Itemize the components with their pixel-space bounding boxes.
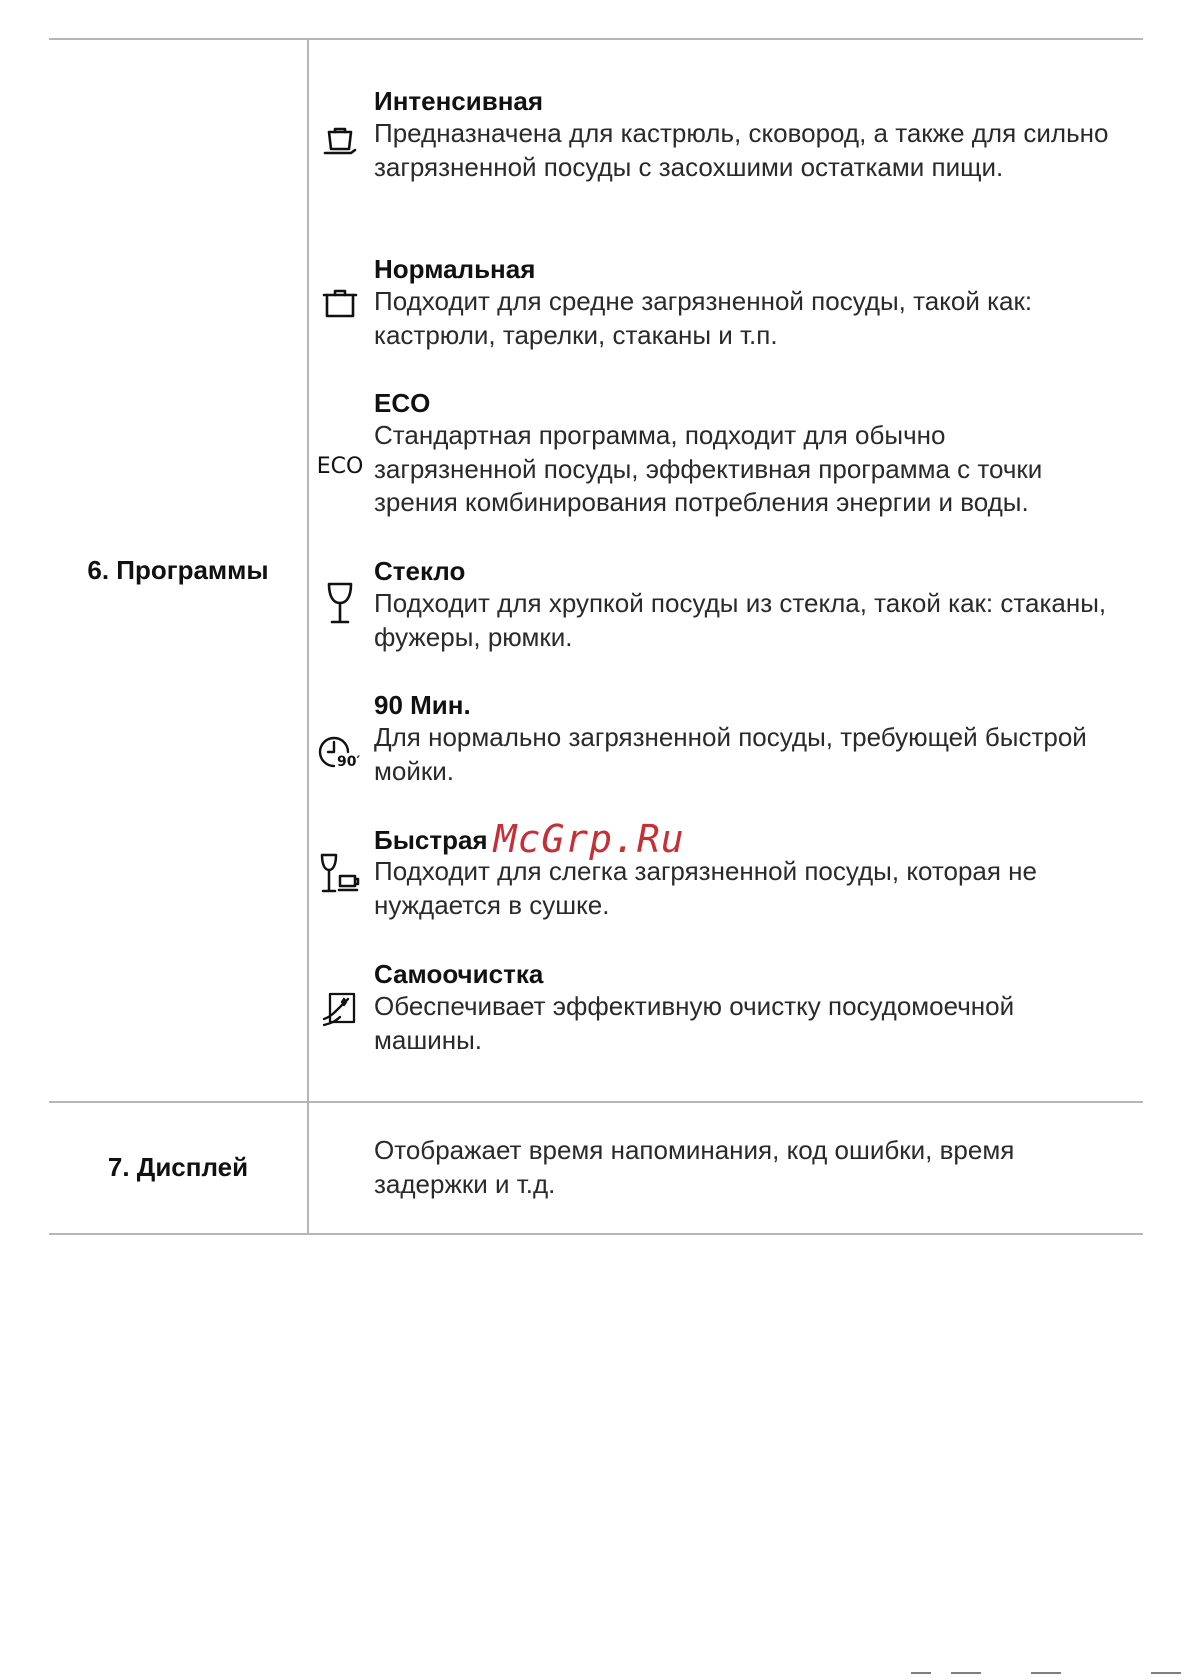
clock-90-icon	[318, 730, 366, 774]
display-description: Отображает время напоминания, код ошибки, время задержки и т.д.	[374, 1135, 1015, 1199]
program-description: Стандартная программа, подходит для обычно загрязненной посуды, эффективная программа с точки зрения комбинирования потребления энергии и воды.	[374, 420, 1043, 517]
clock-90-icon-text: 90′	[337, 754, 361, 770]
program-quick	[318, 817, 1118, 952]
crop-marks	[891, 1671, 1191, 1679]
program-eco	[318, 386, 1118, 516]
program-title: Стекло	[374, 556, 466, 586]
wine-glass-icon	[318, 581, 362, 625]
program-title: Нормальная	[374, 254, 536, 284]
program-title: Самоочистка	[374, 959, 544, 989]
program-description: Подходит для слегка загрязненной посуды, которая не нуждается в сушке.	[374, 856, 1037, 920]
program-title: ECO	[374, 388, 431, 418]
program-normal	[318, 252, 1118, 382]
program-glass	[318, 554, 1118, 684]
column-divider-programs	[307, 39, 309, 1102]
section-label-display	[49, 1102, 307, 1232]
program-title: 90 Мин.	[374, 690, 471, 720]
pot-with-pan-icon	[318, 118, 362, 162]
program-description: Предназначена для кастрюль, сковород, а также для сильно загрязненной посуды с засохшими остатками пищи.	[374, 118, 1109, 182]
eco-icon	[318, 444, 362, 488]
section-label-programs-text: 6. Программы	[87, 554, 269, 585]
glass-and-cup-icon	[318, 852, 362, 896]
pot-icon	[318, 282, 362, 326]
program-90-min	[318, 688, 1118, 818]
table-bottom-rule	[49, 1233, 1143, 1235]
program-title-text: Быстрая	[374, 825, 488, 855]
program-description: Обеспечивает эффективную очистку посудомоечной машины.	[374, 991, 1015, 1055]
section-label-programs	[49, 39, 307, 1101]
self-clean-icon	[318, 987, 362, 1031]
program-description: Для нормально загрязненной посуды, требующей быстрой мойки.	[374, 722, 1087, 786]
program-description: Подходит для средне загрязненной посуды, такой как: кастрюли, тарелки, стаканы и т.п.	[374, 286, 1033, 350]
program-title	[374, 817, 685, 861]
program-self-clean	[318, 957, 1118, 1087]
column-divider-display	[307, 1102, 309, 1234]
eco-icon-text: ECO	[316, 453, 364, 479]
section-label-display-text: 7. Дисплей	[107, 1151, 249, 1182]
watermark: McGrp.Ru	[493, 817, 685, 861]
program-intensive	[318, 84, 1118, 214]
program-description: Подходит для хрупкой посуды из стекла, такой как: стаканы, фужеры, рюмки.	[374, 588, 1107, 652]
program-title: Интенсивная	[374, 86, 544, 116]
